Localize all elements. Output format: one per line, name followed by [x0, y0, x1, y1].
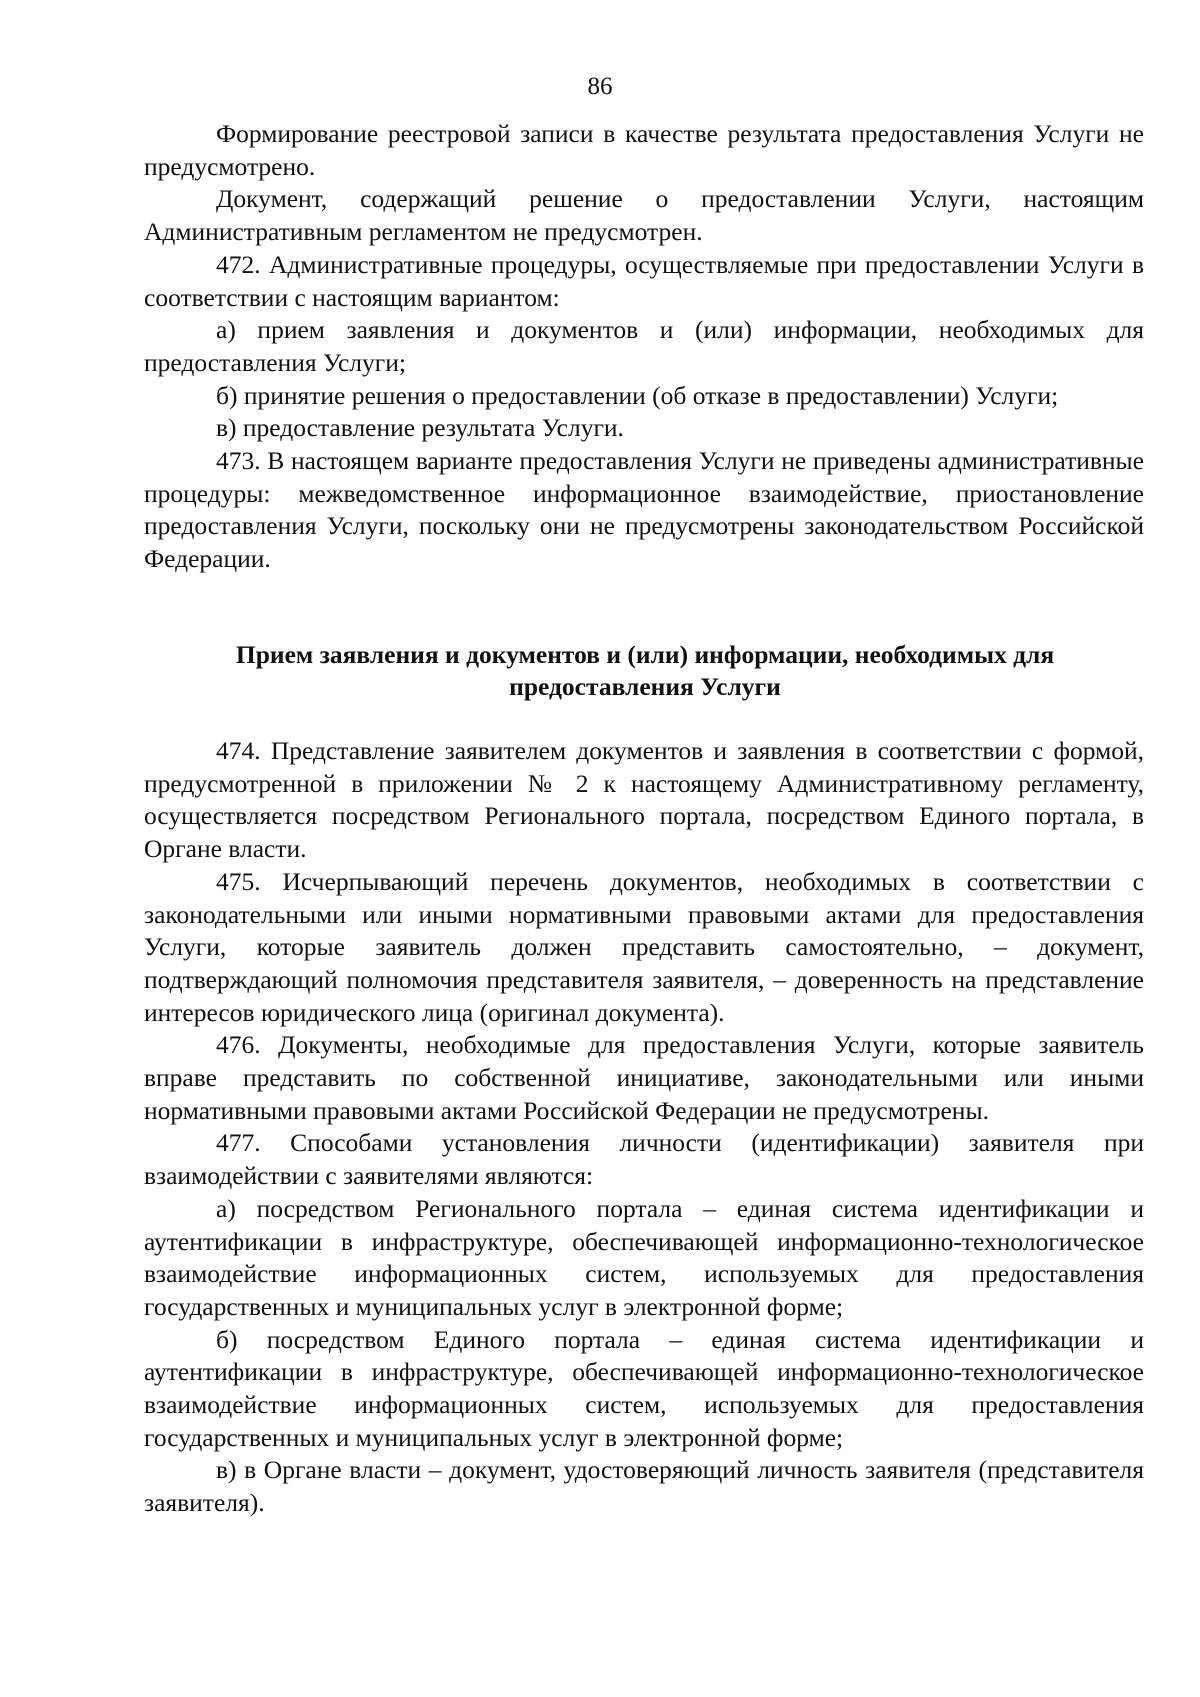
paragraph: б) принятие решения о предоставлении (об отказе в предоставлении) Услуги; [216, 380, 1059, 410]
page-number: 86 [587, 73, 613, 100]
paragraph: 472. Административные процедуры, осуществляемые при предоставлении Услуги в соответствии с настоящим вариантом: [144, 249, 1144, 312]
text-block-top [144, 118, 1144, 576]
paragraph: Формирование реестровой записи в качестве результата предоставления Услуги не предусмотрено. [144, 119, 1144, 181]
paragraph: б) посредством Единого портала – единая система идентификации и аутентификации в инфраструктуре, обеспечивающей информационно-технологическое взаимодействие информационных систем, используемых для предоставления государственных и муниципальных услуг в электронной форме; [144, 1324, 1144, 1452]
paragraph: в) предоставление результата Услуги. [216, 413, 624, 443]
paragraph: 473. В настоящем варианте предоставления Услуги не приведены административные процедуры: межведомственное информационное взаимодействие, приостановление предоставления Услуги, поскольку они не предусмотрены законодательством Российской Федерации. [144, 446, 1144, 574]
paragraph: 477. Способами установления личности (идентификации) заявителя при взаимодействии с заявителями являются: [144, 1128, 1144, 1191]
section-heading: Прием заявления и документов и (или) информации, необходимых для предоставления Услуги [235, 640, 1055, 701]
paragraph: Документ, содержащий решение о предоставлении Услуги, настоящим Административным регламентом не предусмотрен. [144, 184, 1144, 247]
paragraph: в) в Органе власти – документ, удостоверяющий личность заявителя (представителя заявителя). [144, 1455, 1144, 1518]
paragraph: а) прием заявления и документов и (или) информации, необходимых для предоставления Услуги; [144, 315, 1144, 377]
paragraph: 474. Представление заявителем документов и заявления в соответствии с формой, предусмотренной в приложении № 2 к настоящему Административному регламенту, осуществляется посредством Регионального портала, посредством Единого портала, в Органе власти. [144, 736, 1144, 864]
paragraph: 475. Исчерпывающий перечень документов, необходимых в соответствии с законодательными или иными нормативными правовыми актами для предоставления Услуги, которые заявитель должен представить самостоятельно, – документ, подтверждающий полномочия представителя заявителя, – доверенность на представление интересов юридического лица (оригинал документа). [144, 866, 1144, 1027]
paragraph: 476. Документы, необходимые для предоставления Услуги, которые заявитель вправе представить по собственной инициативе, законодательными или иными нормативными правовыми актами Российской Федерации не предусмотрены. [144, 1030, 1144, 1125]
paragraph: а) посредством Регионального портала – единая система идентификации и аутентификации в инфраструктуре, обеспечивающей информационно-технологическое взаимодействие информационных систем, используемых для предоставления государственных и муниципальных услуг в электронной форме; [144, 1193, 1144, 1321]
text-block-bottom [144, 735, 1144, 1520]
